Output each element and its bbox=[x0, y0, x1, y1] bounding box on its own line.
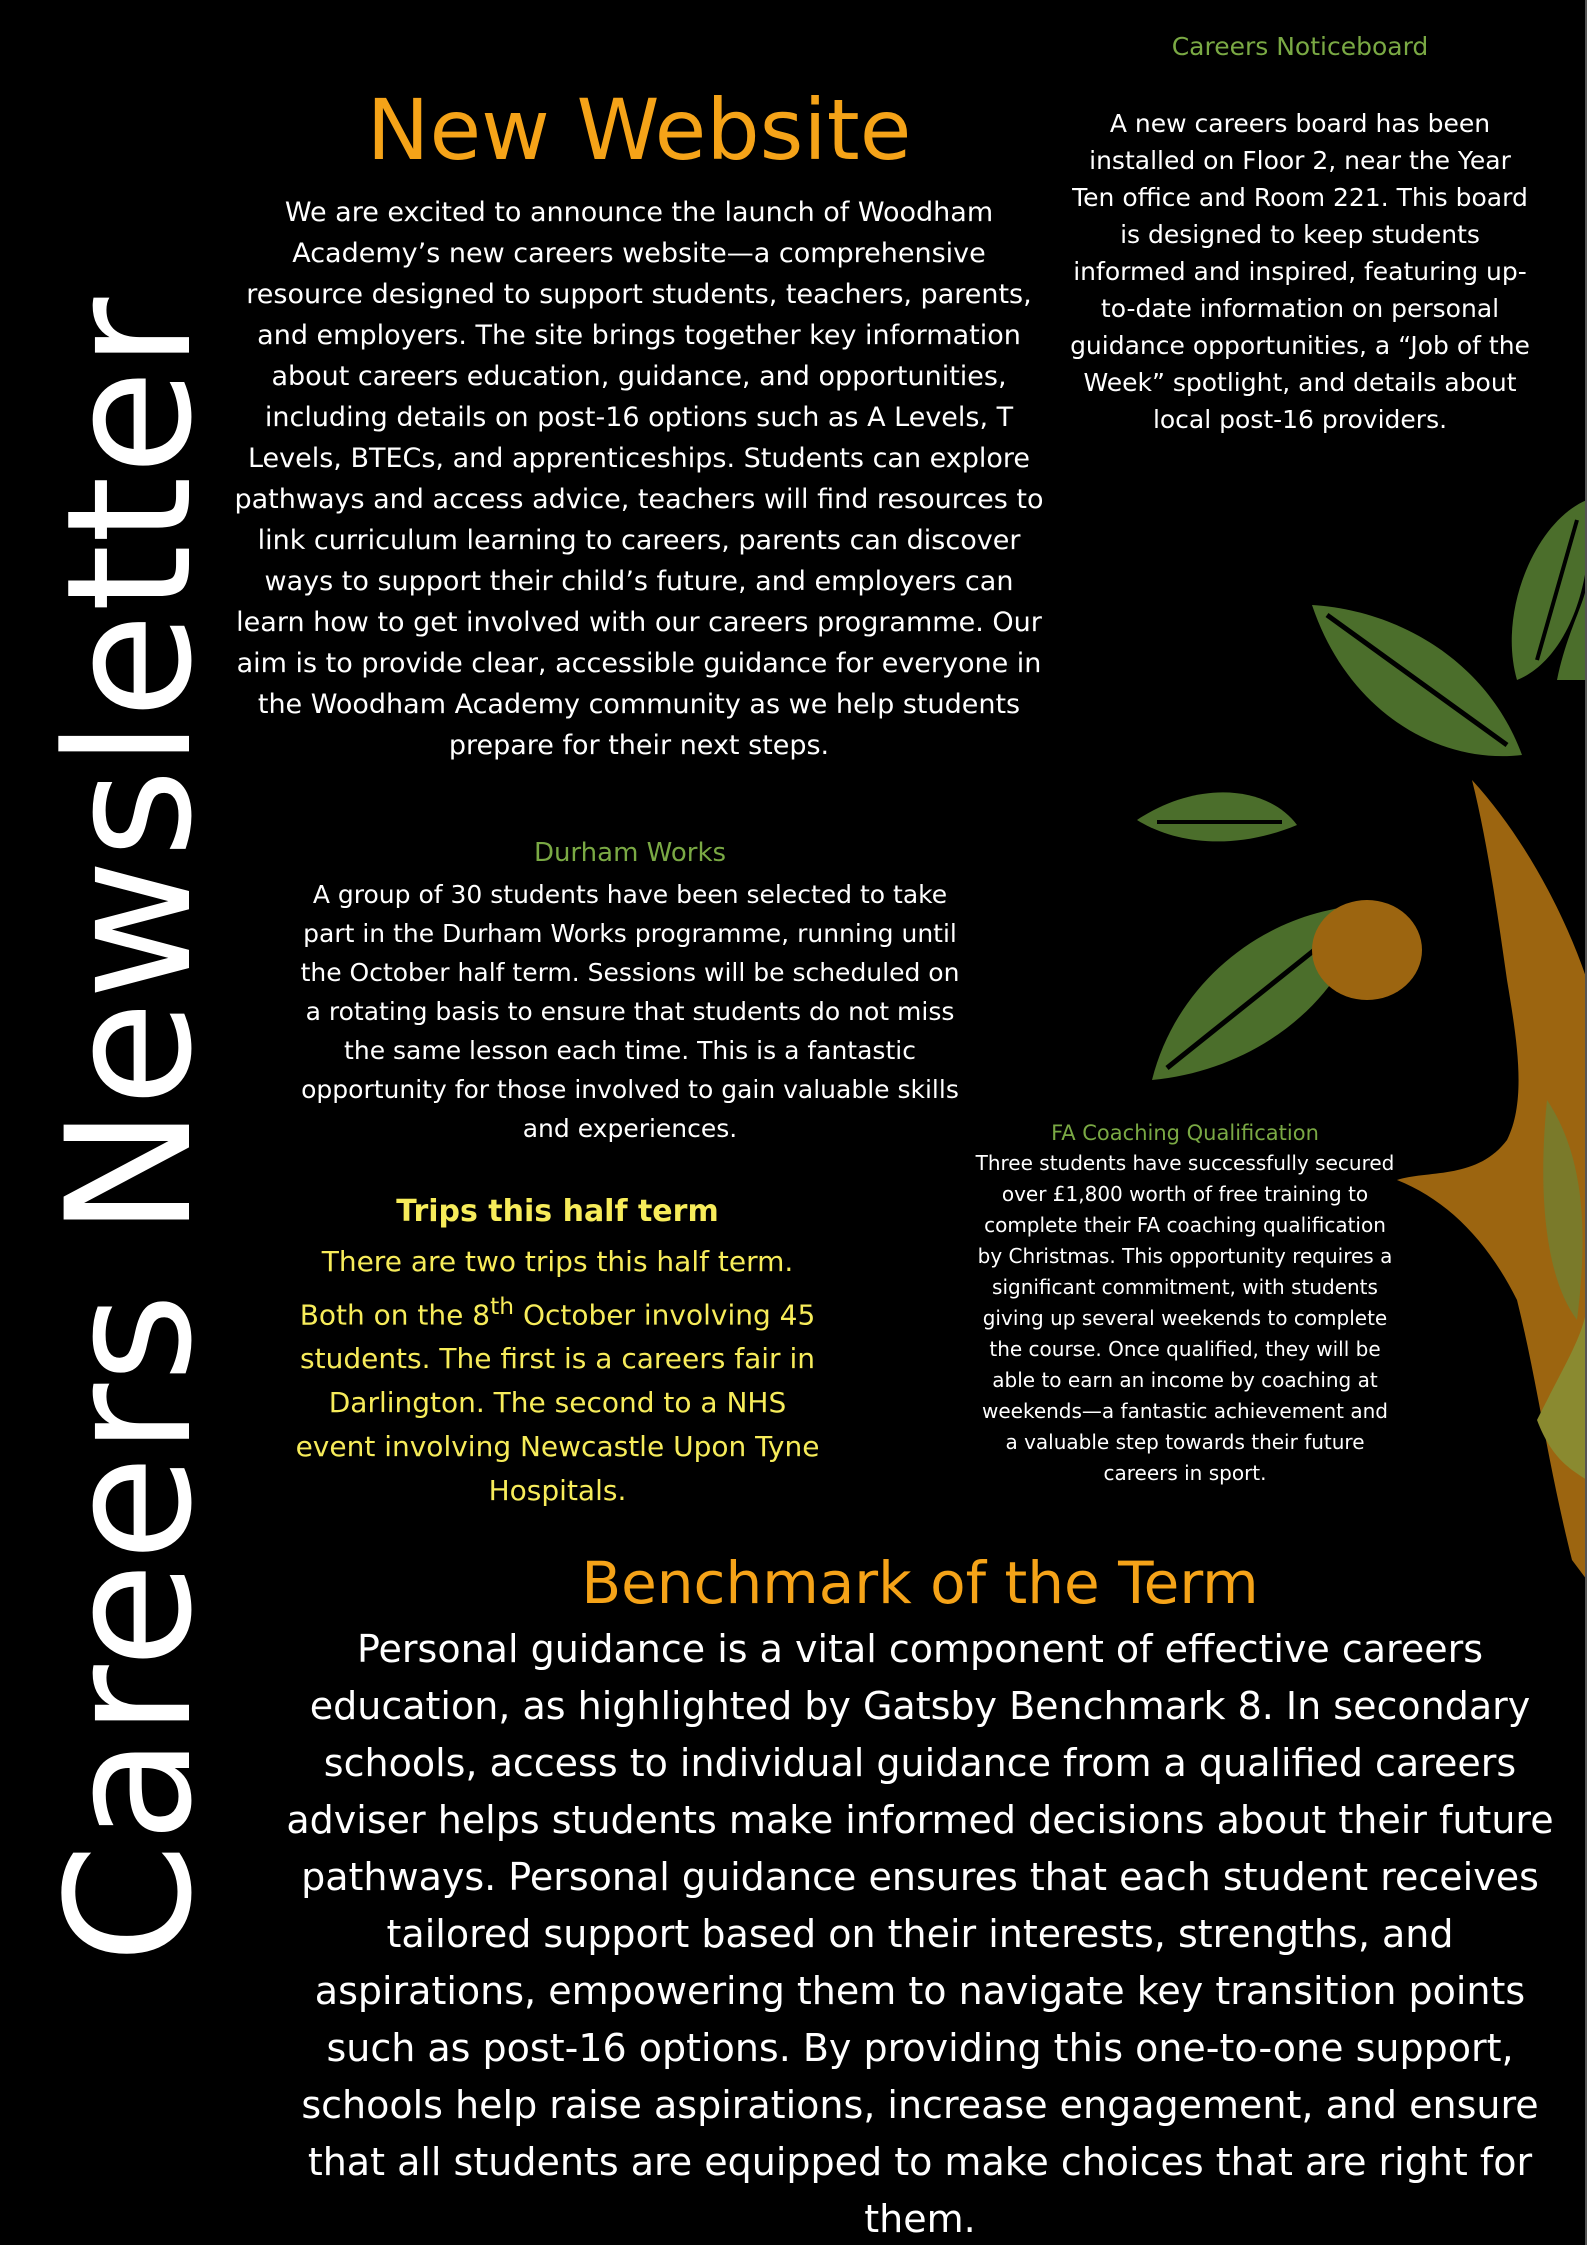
benchmark-heading: Benchmark of the Term bbox=[581, 1549, 1259, 1617]
durham-works-section bbox=[290, 835, 970, 1148]
trips-heading: Trips this half term bbox=[396, 1194, 719, 1229]
new-website-section bbox=[234, 80, 1044, 766]
leaf-shape bbox=[1137, 792, 1297, 841]
benchmark-body: Personal guidance is a vital component of effective careers education, as highlighted by Gatsby Benchmark 8. In secondary schools, access to individual guidance from a qualified careers adviser helps students make informed decisions about their future pathways. Personal guidance ensures that each student receives tailored support based on their interests, strengths, and aspirations, empowering them to navigate key transition points such as post-16 options. By providing this one-to-one support, schools help raise aspirations, increase engagement, and ensure that all students are equipped to make choices that are right for them. bbox=[286, 1627, 1554, 2241]
noticeboard-heading: Careers Noticeboard bbox=[1171, 32, 1429, 61]
figure-head bbox=[1312, 900, 1422, 1000]
trips-superscript: th bbox=[490, 1292, 515, 1320]
trips-body-start: There are two trips this half term. Both on the 8 bbox=[299, 1245, 794, 1332]
new-website-body: We are excited to announce the launch of Woodham Academy’s new careers website—a comprehensive resource designed to support students, teachers, parents, and employers. The site brings together key information about careers education, guidance, and opportunities, including details on post-16 options such as A Levels, T Levels, BTECs, and apprenticeships. Students can explore pathways and access advice, teachers will find resources to link curriculum learning to careers, parents can discover ways to support their child’s future, and employers can learn how to get involved with our careers programme. Our aim is to provide clear, accessible guidance for everyone in the Woodham Academy community as we help students prepare for their next steps. bbox=[234, 197, 1044, 761]
noticeboard-body: A new careers board has been installed on Floor 2, near the Year Ten office and Room 221. This board is designed to keep students informed and inspired, featuring up-to-date information on personal guidance opportunities, a “Job of the Week” spotlight, and details about local post-16 providers. bbox=[1070, 109, 1530, 434]
durham-works-body: A group of 30 students have been selected to take part in the Durham Works programme, running until the October half term. Sessions will be scheduled on a rotating basis to ensure that students do not miss the same lesson each time. This is a fantastic opportunity for those involved to gain valuable skills and experiences. bbox=[300, 880, 960, 1143]
vertical-title: Careers Newsletter bbox=[29, 296, 230, 1964]
trips-body bbox=[285, 1240, 830, 1513]
fa-coaching-body: Three students have successfully secured over £1,800 worth of free training to complete their FA coaching qualification by Christmas. This opportunity requires a significant commitment, with students giving up several weekends to complete the course. Once qualified, they will be able to earn an income by coaching at weekends—a fantastic achievement and a valuable step towards their future careers in sport. bbox=[975, 1151, 1395, 1485]
benchmark-section bbox=[270, 1545, 1570, 2245]
durham-works-heading: Durham Works bbox=[533, 838, 727, 868]
new-website-heading: New Website bbox=[366, 81, 912, 179]
fa-coaching-section bbox=[975, 1118, 1395, 1489]
fa-coaching-heading: FA Coaching Qualification bbox=[1051, 1121, 1319, 1145]
trips-body-end: October involving 45 students. The first is a careers fair in Darlington. The second to a NHS event involving Newcastle Upon Tyne Hospitals. bbox=[295, 1298, 820, 1508]
trips-section bbox=[285, 1192, 830, 1513]
noticeboard-section bbox=[1065, 105, 1535, 438]
